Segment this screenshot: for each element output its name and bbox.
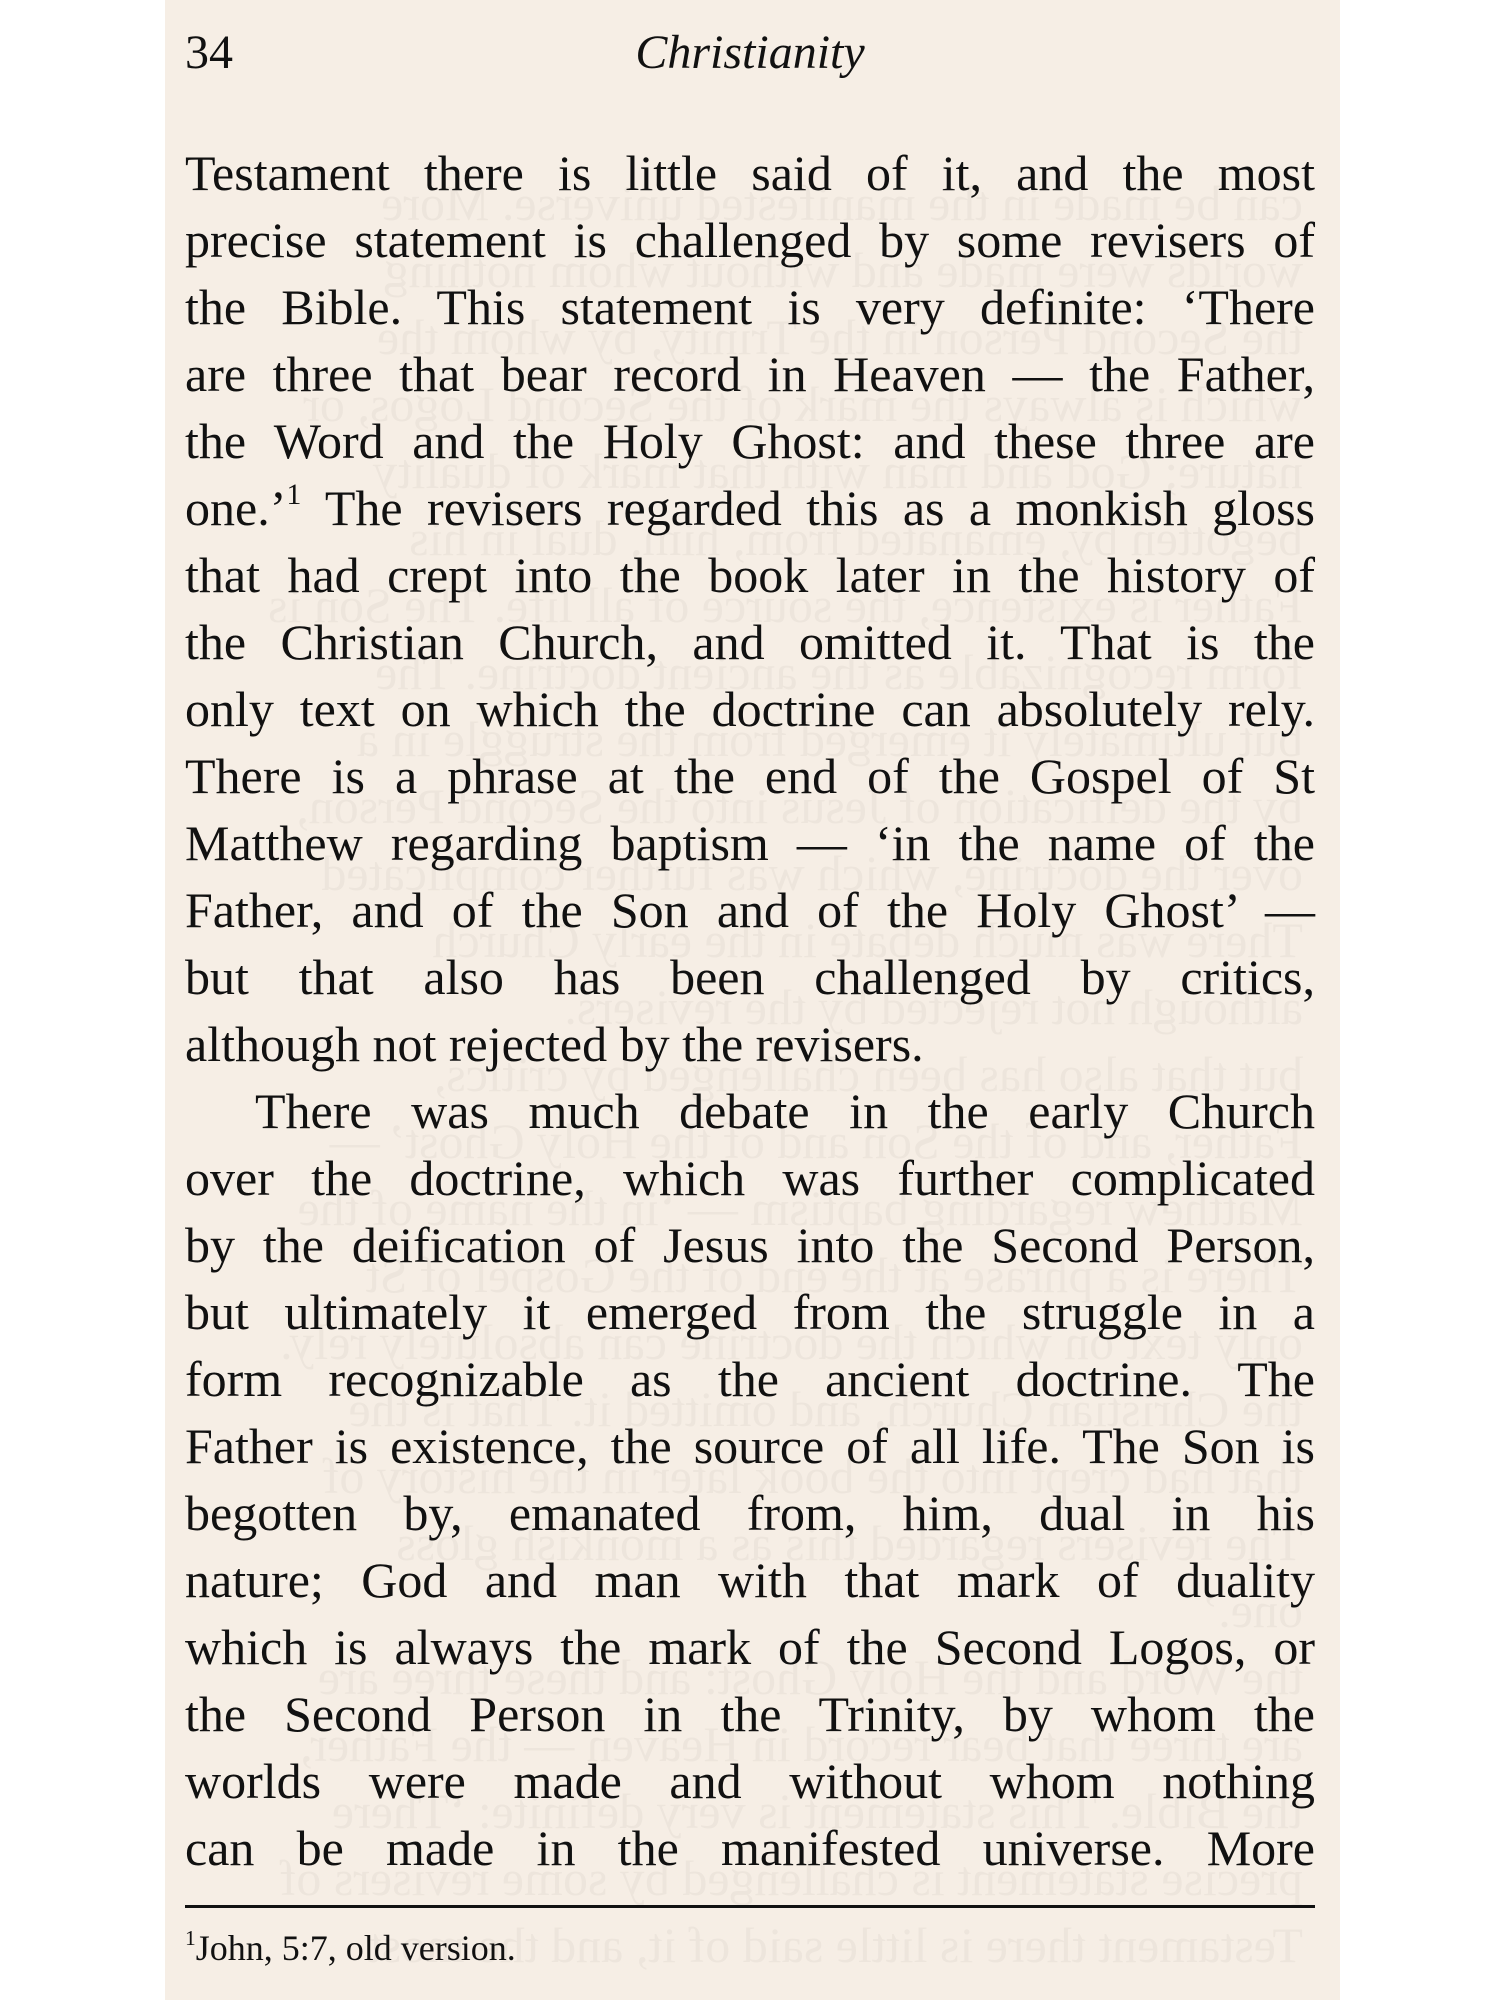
- text-line: but that also has been challenged by critics,: [185, 949, 1315, 1005]
- text-line: that had crept into the book later in the history of: [185, 547, 1315, 603]
- text-line: nature; God and man with that mark of duality: [185, 1552, 1315, 1608]
- text-line: Father is existence, the source of all life. The Son is: [185, 1418, 1315, 1474]
- text-line: but ultimately it emerged from the struggle in a: [185, 1284, 1315, 1340]
- text-line: begotten by, emanated from, him, dual in his: [185, 1485, 1315, 1541]
- running-head: [185, 18, 1315, 88]
- text-line: which is always the mark of the Second Logos, or: [185, 1619, 1315, 1675]
- text-line: over the doctrine, which was further complicated: [185, 1150, 1315, 1206]
- footnote: [185, 1926, 1315, 1970]
- page-number: 34: [185, 26, 233, 79]
- body-text: [185, 140, 1315, 1882]
- text-line: form recognizable as the ancient doctrine. The: [185, 1351, 1315, 1407]
- text-line: Matthew regarding baptism — ‘in the name of the: [185, 815, 1315, 871]
- text-line: There is a phrase at the end of the Gospel of St: [185, 748, 1315, 804]
- text-line: the Second Person in the Trinity, by whom the: [185, 1686, 1315, 1742]
- text-line-with-footnote-ref: [185, 475, 1315, 542]
- text-line: the Word and the Holy Ghost: and these three are: [185, 413, 1315, 469]
- text-fragment: one.’: [185, 480, 287, 536]
- text-line: are three that bear record in Heaven — the Father,: [185, 346, 1315, 402]
- text-line: Testament there is little said of it, and the most: [185, 145, 1315, 201]
- footnote-text: John, 5:7, old version.: [195, 1928, 516, 1968]
- text-line: Father, and of the Son and of the Holy Ghost’ —: [185, 882, 1315, 938]
- footnote-reference: 1: [286, 478, 302, 511]
- text-line: worlds were made and without whom nothing: [185, 1753, 1315, 1809]
- text-line: can be made in the manifested universe. More: [185, 1820, 1315, 1876]
- text-line: only text on which the doctrine can absolutely rely.: [185, 681, 1315, 737]
- text-line: the Bible. This statement is very definite: ‘There: [185, 279, 1315, 335]
- text-line: precise statement is challenged by some revisers of: [185, 212, 1315, 268]
- footnote-divider: [185, 1905, 1315, 1908]
- text-line: the Christian Church, and omitted it. That is the: [185, 614, 1315, 670]
- running-title: Christianity: [635, 26, 865, 79]
- footnote-marker: 1: [185, 1925, 196, 1950]
- paragraph-first-line: There was much debate in the early Church: [255, 1083, 1315, 1139]
- text-line: by the deification of Jesus into the Second Person,: [185, 1217, 1315, 1273]
- paragraph-end-line: although not rejected by the revisers.: [185, 1016, 924, 1072]
- book-page: [165, 0, 1340, 2000]
- text-fragment: The revisers regarded this as a monkish gloss: [301, 480, 1315, 536]
